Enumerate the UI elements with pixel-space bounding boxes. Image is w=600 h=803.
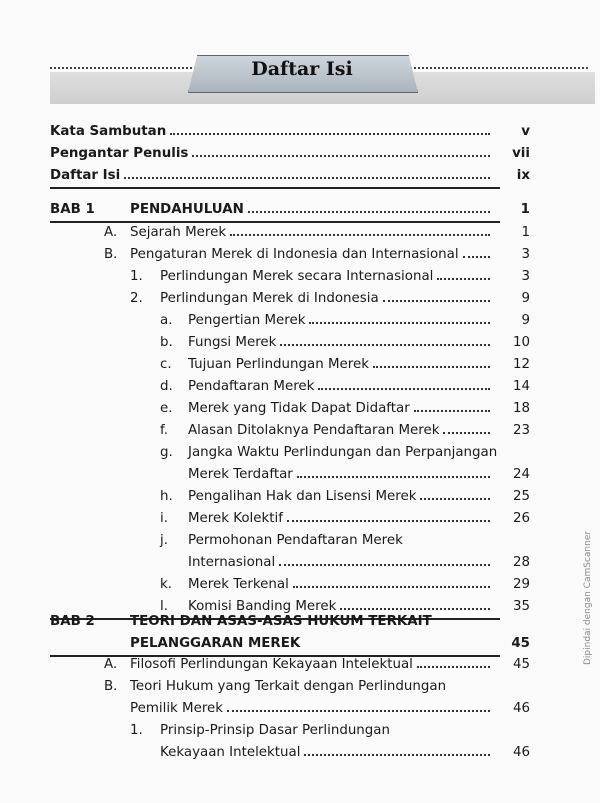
chapter-heading-continuation xyxy=(130,633,530,655)
toc-entry xyxy=(160,420,530,442)
entry-title: Perlindungan Merek di Indonesia xyxy=(160,291,379,306)
entry-title: Sejarah Merek xyxy=(130,225,227,240)
entry-title: Permohonan Pendaftaran Merek xyxy=(188,533,403,548)
toc-entry-continuation xyxy=(130,698,530,720)
toc-entry xyxy=(104,222,530,244)
entry-label: B. xyxy=(104,679,118,694)
entry-label: k. xyxy=(160,577,173,592)
entry-title: Merek Terkenal xyxy=(188,577,289,592)
entry-label: 2. xyxy=(130,291,143,306)
entry-label: i. xyxy=(160,511,168,526)
entry-page: 3 xyxy=(521,269,530,284)
toc-entry xyxy=(160,508,530,530)
entry-title-line2: Merek Terdaftar xyxy=(188,467,293,482)
entry-title: Prinsip-Prinsip Dasar Perlindungan xyxy=(160,723,390,738)
toc-entry xyxy=(160,310,530,332)
entry-label: b. xyxy=(160,335,173,350)
toc-entry xyxy=(104,654,530,676)
entry-title: Pengalihan Hak dan Lisensi Merek xyxy=(188,489,417,504)
entry-page: 1 xyxy=(520,202,530,217)
entry-title: Merek yang Tidak Dapat Didaftar xyxy=(188,401,410,416)
chapter-heading xyxy=(50,199,530,221)
entry-label: l. xyxy=(160,599,168,614)
scanner-watermark: Dipindai dengan CamScanner xyxy=(583,530,593,665)
entry-page: 9 xyxy=(521,313,530,328)
entry-page: 1 xyxy=(521,225,530,240)
entry-page: 12 xyxy=(512,357,530,372)
entry-page: 14 xyxy=(512,379,530,394)
entry-title: Komisi Banding Merek xyxy=(188,599,337,614)
entry-page: 28 xyxy=(512,555,530,570)
toc-entry xyxy=(50,165,530,187)
toc-entry-continuation xyxy=(160,742,530,764)
entry-title: Perlindungan Merek secara Internasional xyxy=(160,269,434,284)
entry-page: 3 xyxy=(521,247,530,262)
entry-label: d. xyxy=(160,379,173,394)
chapter-label: BAB 1 xyxy=(50,202,95,217)
entry-page: 25 xyxy=(512,489,530,504)
entry-title: Pendaftaran Merek xyxy=(188,379,315,394)
entry-label: e. xyxy=(160,401,173,416)
entry-label: g. xyxy=(160,445,173,460)
toc-entry xyxy=(160,442,530,464)
entry-label: h. xyxy=(160,489,173,504)
entry-title: Merek Kolektif xyxy=(188,511,283,526)
entry-page: 35 xyxy=(512,599,530,614)
entry-page: 26 xyxy=(512,511,530,526)
entry-page: 24 xyxy=(512,467,530,482)
chapter-label: BAB 2 xyxy=(50,614,95,629)
entry-page: 18 xyxy=(512,401,530,416)
entry-page: 29 xyxy=(512,577,530,592)
toc-entry xyxy=(50,121,530,143)
chapter-title-line2: PELANGGARAN MEREK xyxy=(130,636,301,651)
entry-title: Teori Hukum yang Terkait dengan Perlindungan xyxy=(130,679,447,694)
entry-label: 1. xyxy=(130,269,143,284)
entry-title-line2: Pemilik Merek xyxy=(130,701,224,716)
section-rule xyxy=(50,187,500,189)
entry-page: v xyxy=(521,124,530,139)
entry-label: a. xyxy=(160,313,173,328)
entry-label: B. xyxy=(104,247,118,262)
entry-title: Fungsi Merek xyxy=(188,335,277,350)
entry-title: Pengertian Merek xyxy=(188,313,306,328)
toc-entry xyxy=(160,574,530,596)
entry-label: 1. xyxy=(130,723,143,738)
entry-label: A. xyxy=(104,225,118,240)
entry-title: Kata Sambutan xyxy=(50,124,167,139)
toc-entry xyxy=(160,332,530,354)
entry-title: Alasan Ditolaknya Pendaftaran Merek xyxy=(188,423,440,438)
toc-entry xyxy=(130,288,530,310)
chapter-title: PENDAHULUAN xyxy=(130,202,244,217)
entry-page: 45 xyxy=(512,657,530,672)
chapter-heading xyxy=(50,611,530,633)
entry-title: Filosofi Perlindungan Kekayaan Intelektual xyxy=(130,657,413,672)
toc-entry-continuation xyxy=(188,552,530,574)
entry-page: 46 xyxy=(512,701,530,716)
entry-label: j. xyxy=(160,533,168,548)
toc-entry xyxy=(104,676,530,698)
chapter-title: TEORI DAN ASAS-ASAS HUKUM TERKAIT xyxy=(130,614,432,629)
entry-label: f. xyxy=(160,423,168,438)
entry-page: vii xyxy=(512,146,530,161)
toc-entry xyxy=(160,530,530,552)
toc-entry xyxy=(160,398,530,420)
entry-page: 10 xyxy=(512,335,530,350)
entry-page: 9 xyxy=(521,291,530,306)
entry-page: 45 xyxy=(511,636,530,651)
entry-label: c. xyxy=(160,357,172,372)
toc-entry-continuation xyxy=(188,464,530,486)
toc-entry xyxy=(160,376,530,398)
toc-entry xyxy=(130,266,530,288)
entry-title: Pengantar Penulis xyxy=(50,146,189,161)
entry-title: Tujuan Perlindungan Merek xyxy=(188,357,369,372)
toc-entry xyxy=(104,244,530,266)
toc-entry xyxy=(160,354,530,376)
entry-title-line2: Kekayaan Intelektual xyxy=(160,745,301,760)
entry-page: ix xyxy=(516,168,530,183)
entry-label: A. xyxy=(104,657,118,672)
page-title: Daftar Isi xyxy=(251,58,353,80)
toc-entry xyxy=(130,720,530,742)
toc-entry xyxy=(160,486,530,508)
toc-entry xyxy=(50,143,530,165)
entry-page: 46 xyxy=(512,745,530,760)
entry-title: Daftar Isi xyxy=(50,168,121,183)
entry-title: Jangka Waktu Perlindungan dan Perpanjangan xyxy=(188,445,498,460)
entry-page: 23 xyxy=(512,423,530,438)
entry-title-line2: Internasional xyxy=(188,555,276,570)
entry-title: Pengaturan Merek di Indonesia dan Internasional xyxy=(130,247,459,262)
